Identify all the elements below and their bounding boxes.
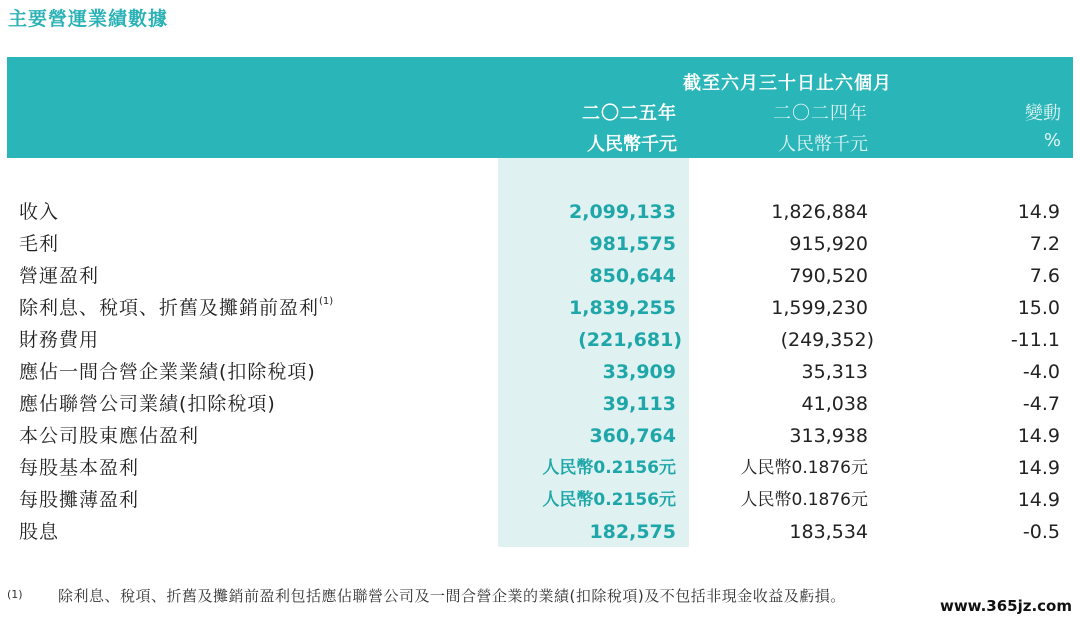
value-2025: 360,764 xyxy=(589,425,676,447)
row-label: 除利息、稅項、折舊及攤銷前盈利$^{(1)}$ xyxy=(19,296,334,319)
value-2024: 41,038 xyxy=(801,393,868,415)
value-change: 14.9 xyxy=(1017,425,1060,447)
value-change: -4.7 xyxy=(1022,393,1060,415)
watermark: www.365jz.com xyxy=(939,597,1072,615)
table-row xyxy=(0,196,1080,228)
row-label: 營運盈利 xyxy=(19,265,100,287)
footnote-marker: (1) xyxy=(7,588,23,601)
table-row xyxy=(0,324,1080,356)
value-2025: 2,099,133 xyxy=(569,201,676,223)
value-2024: 313,938 xyxy=(789,425,868,447)
value-2025: 182,575 xyxy=(589,521,676,543)
value-2024: 人民幣0.1876元 xyxy=(740,458,868,478)
row-label: 收入 xyxy=(19,201,60,223)
table-row xyxy=(0,260,1080,292)
value-change: 14.9 xyxy=(1017,489,1060,511)
row-label: 財務費用 xyxy=(19,329,100,351)
row-label: 每股基本盈利 xyxy=(19,457,140,479)
footnote-ref: (1) xyxy=(319,296,334,307)
value-2024: 915,920 xyxy=(789,233,868,255)
value-change: 7.6 xyxy=(1029,265,1060,287)
value-change: -11.1 xyxy=(1010,329,1060,351)
value-2024: 35,313 xyxy=(801,361,868,383)
row-label: 應佔一間合營企業業績(扣除稅項) xyxy=(19,361,316,383)
table-row xyxy=(0,228,1080,260)
row-label: 應佔聯營公司業績(扣除稅項) xyxy=(19,393,276,415)
col-change-unit-header: % xyxy=(1043,130,1061,151)
row-label: 本公司股東應佔盈利 xyxy=(19,425,200,447)
row-label: 股息 xyxy=(19,521,60,543)
value-2025: 人民幣0.2156元 xyxy=(542,458,676,478)
value-change: 14.9 xyxy=(1017,457,1060,479)
value-2025: 981,575 xyxy=(589,233,676,255)
table-row xyxy=(0,388,1080,420)
value-2025: 850,644 xyxy=(589,265,676,287)
section-title: 主要營運業績數據 xyxy=(8,8,169,30)
col-2024-unit-header: 人民幣千元 xyxy=(778,134,868,155)
value-2024: (249,352) xyxy=(780,329,874,351)
value-2025: (221,681) xyxy=(578,329,682,351)
row-label: 每股攤薄盈利 xyxy=(19,489,140,511)
period-header: 截至六月三十日止六個月 xyxy=(683,73,892,94)
table-row xyxy=(0,516,1080,548)
value-2025: 33,909 xyxy=(602,361,676,383)
row-label: 毛利 xyxy=(19,233,60,255)
table-row xyxy=(0,420,1080,452)
table-row xyxy=(0,292,1080,324)
table-row xyxy=(0,356,1080,388)
col-change-header: 變動 xyxy=(1025,103,1061,124)
col-2025-year-header: 二〇二五年 xyxy=(582,103,677,124)
value-change: -4.0 xyxy=(1022,361,1060,383)
col-2024-year-header: 二〇二四年 xyxy=(773,103,868,124)
table-header xyxy=(7,57,1073,158)
value-2024: 1,599,230 xyxy=(771,297,868,319)
col-2025-unit-header: 人民幣千元 xyxy=(587,134,677,155)
table-row xyxy=(0,484,1080,516)
value-change: -0.5 xyxy=(1022,521,1060,543)
table-row xyxy=(0,452,1080,484)
value-2024: 790,520 xyxy=(789,265,868,287)
value-2024: 183,534 xyxy=(789,521,868,543)
value-2024: 人民幣0.1876元 xyxy=(740,490,868,510)
value-2025: 人民幣0.2156元 xyxy=(542,490,676,510)
value-2025: 39,113 xyxy=(602,393,676,415)
value-2024: 1,826,884 xyxy=(771,201,868,223)
value-2025: 1,839,255 xyxy=(569,297,676,319)
value-change: 14.9 xyxy=(1017,201,1060,223)
value-change: 15.0 xyxy=(1017,297,1060,319)
value-change: 7.2 xyxy=(1029,233,1060,255)
footnote-text: 除利息、稅項、折舊及攤銷前盈利包括應佔聯營公司及一間合營企業的業績(扣除稅項)及不包括非現金收益及虧損。 xyxy=(58,587,846,605)
